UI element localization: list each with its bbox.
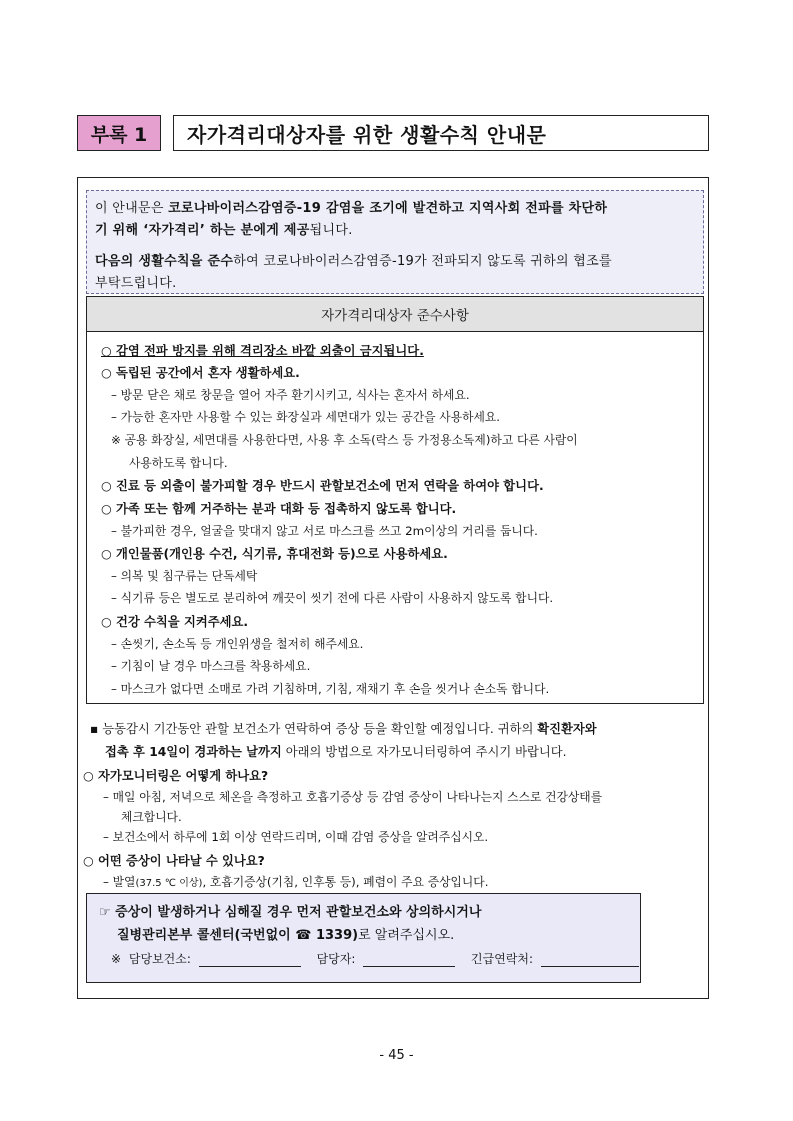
rule-line: – 기침이 날 경우 마스크를 착용하세요.	[111, 659, 311, 673]
guide-line-2	[117, 924, 454, 943]
guide-box	[86, 893, 641, 983]
monitor-small-text: (37.5 ℃ 이상)	[135, 878, 203, 889]
rule-line: – 방문 닫은 채로 창문을 열어 자주 환기시키고, 식사는 혼자서 하세요.	[111, 388, 470, 402]
intro-line-3	[95, 250, 612, 269]
rule-line: – 식기류 등은 별도로 분리하여 깨끗이 씻기 전에 다른 사람이 사용하지 않도록 합니다.	[111, 591, 554, 605]
emergency-contact-label: 긴급연락처:	[471, 952, 534, 966]
rule-line: – 의복 및 침구류는 단독세탁	[111, 569, 258, 583]
rules-box	[86, 296, 704, 704]
monitor-text: , 호흡기증상(기침, 인후통 등), 폐렴이 주요 증상입니다.	[202, 875, 489, 889]
monitor-bold-text: 확진환자와	[537, 722, 597, 736]
rule-line: – 손씻기, 손소독 등 개인위생을 철저히 해주세요.	[111, 637, 364, 651]
guide-bold-text: 질병관리본부 콜센터(국번없이 ☎ 1339)	[117, 928, 359, 943]
rule-line: ○ 독립된 공간에서 혼자 생활하세요.	[101, 366, 300, 380]
monitor-answer-line	[103, 873, 488, 890]
monitor-line-2	[105, 742, 567, 760]
intro-line-2	[95, 219, 353, 238]
rule-line: – 가능한 혼자만 사용할 수 있는 화장실과 세면대가 있는 공간을 사용하세요.	[111, 410, 501, 424]
intro-bold-text: 다음의 생활수칙을 준수	[95, 254, 234, 269]
guide-fields	[111, 950, 639, 967]
intro-bold-text: 기 위해 ‘자가격리’ 하는 분에게 제공	[95, 223, 310, 238]
monitor-answer-line: – 보건소에서 하루에 1회 이상 연락드리며, 이때 감염 증상을 알려주십시오.	[103, 830, 489, 844]
intro-line-4: 부탁드립니다.	[95, 276, 177, 291]
monitor-question-1: ○ 자가모니터링은 어떻게 하나요?	[83, 769, 269, 783]
guide-text: 로 알려주십시오.	[358, 928, 455, 943]
intro-text: 하여 코로나바이러스감염증-19가 전파되지 않도록 귀하의 협조를	[233, 254, 612, 269]
monitor-text: ▪ 능동감시 기간동안 관할 보건소가 연락하여 증상 등을 확인할 예정입니다. 귀하의	[90, 722, 538, 736]
note-mark: ※	[111, 952, 122, 966]
staff-field[interactable]	[363, 954, 455, 967]
monitor-answer-line: 체크합니다.	[121, 810, 182, 824]
monitor-bold-text: 접촉 후 14일이 경과하는 날까지	[105, 745, 282, 759]
page-title: 자가격리대상자를 위한 생활수칙 안내문	[173, 115, 709, 151]
rule-line: – 불가피한 경우, 얼굴을 맞대지 않고 서로 마스크를 쓰고 2m이상의 거리를 둡니다.	[111, 524, 538, 538]
monitor-answer-line: – 매일 아침, 저녁으로 체온을 측정하고 호흡기증상 등 감염 증상이 나타나는지 스스로 건강상태를	[103, 790, 603, 804]
monitor-line-1	[90, 719, 597, 737]
rule-line: ○ 감염 전파 방지를 위해 격리장소 바깥 외출이 금지됩니다.	[101, 344, 424, 358]
guide-line-1: ☞ 증상이 발생하거나 심해질 경우 먼저 관할보건소와 상의하시거나	[99, 905, 482, 920]
staff-label: 담당자:	[316, 952, 356, 966]
health-center-label: 담당보건소:	[128, 952, 191, 966]
monitor-text: 아래의 방법으로 자가모니터링하여 주시기 바랍니다.	[281, 745, 567, 759]
health-center-field[interactable]	[199, 954, 301, 967]
rule-line: 사용하도록 합니다.	[129, 456, 228, 470]
rule-line: ○ 개인물품(개인용 수건, 식기류, 휴대전화 등)으로 사용하세요.	[101, 547, 448, 561]
intro-text: 됩니다.	[309, 223, 353, 238]
rules-header: 자가격리대상자 준수사항	[87, 297, 703, 332]
rule-line: ○ 건강 수칙을 지켜주세요.	[101, 615, 249, 629]
rule-line: ○ 가족 또는 함께 거주하는 분과 대화 등 접촉하지 않도록 합니다.	[101, 502, 457, 516]
intro-bold-text: 코로나바이러스감염증-19 감염을 조기에 발견하고 지역사회 전파를 차단하	[168, 201, 608, 216]
intro-line-1	[95, 197, 607, 216]
rule-line: ※ 공용 화장실, 세면대를 사용한다면, 사용 후 소독(락스 등 가정용소독제)하고 다른 사람이	[111, 433, 578, 447]
emergency-contact-field[interactable]	[541, 954, 639, 967]
monitor-text: – 발열	[103, 875, 136, 889]
monitor-question-2: ○ 어떤 증상이 나타날 수 있나요?	[83, 854, 265, 868]
page-number: - 45 -	[379, 1048, 414, 1063]
intro-box	[86, 190, 704, 294]
appendix-label: 부록 1	[77, 115, 161, 151]
intro-text: 이 안내문은	[95, 201, 169, 216]
rule-line: ○ 진료 등 외출이 불가피할 경우 반드시 관할보건소에 먼저 연락을 하여야 합니다.	[101, 479, 544, 493]
rule-line: – 마스크가 없다면 소매로 가려 기침하며, 기침, 재채기 후 손을 씻거나 손소독 합니다.	[111, 682, 550, 696]
